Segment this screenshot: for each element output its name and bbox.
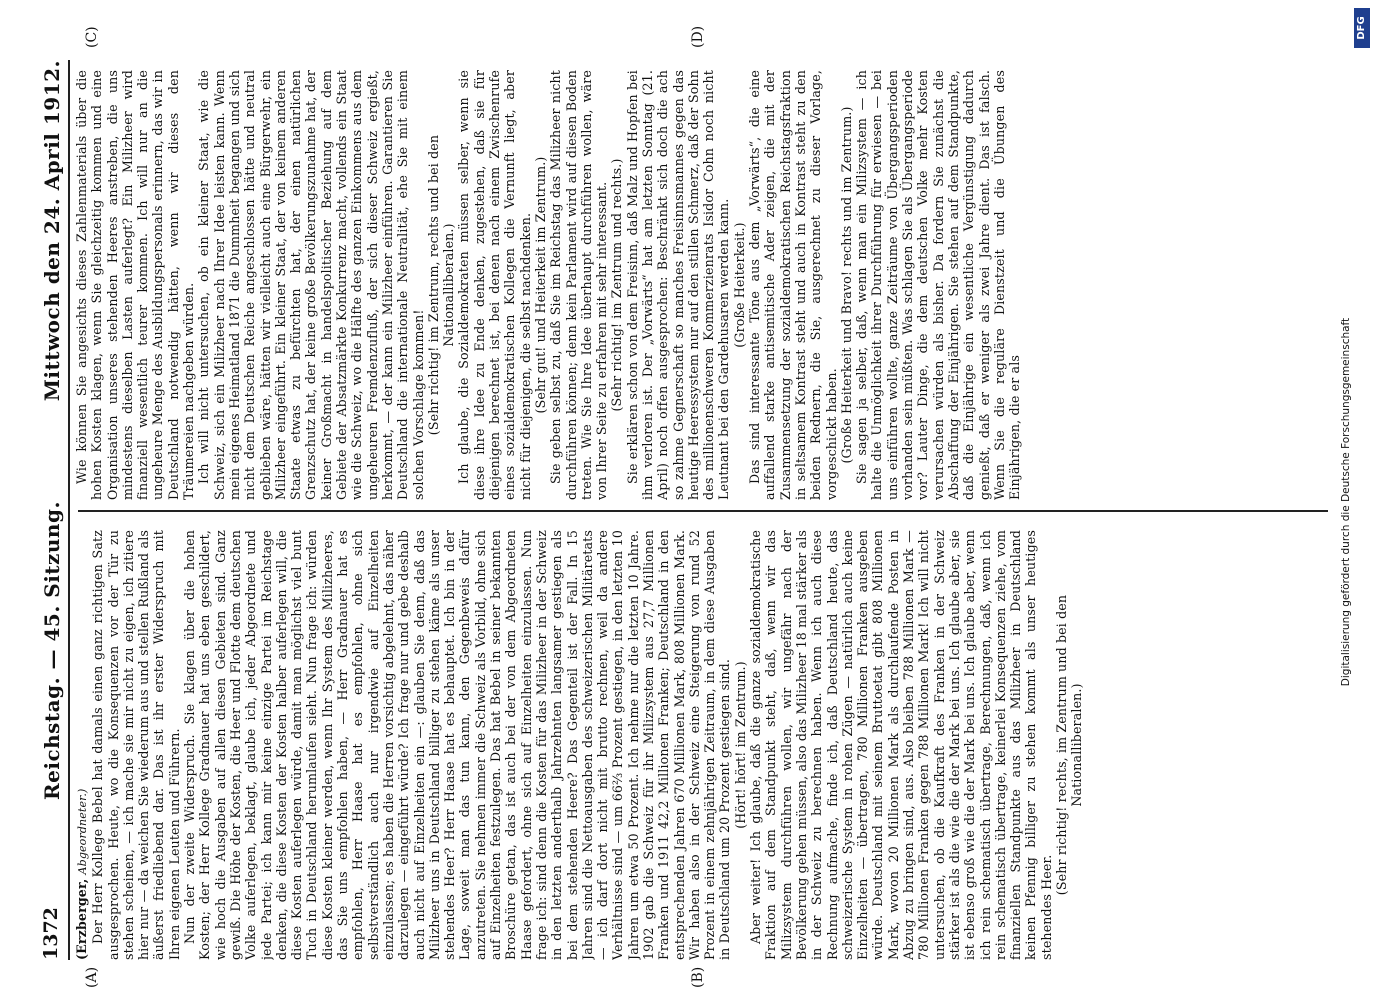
session-date: Mittwoch den 24. April 1912. [40,60,64,402]
dfg-logo: DFG [1354,8,1370,48]
paragraph: Sie geben selbst zu, daß Sie im Reichstag das Milizheer nicht durchführen können; denn kein Parlament wird auf diesen Boden treten. Wie Sie Ihre Idee überhaupt durchführen wollen, wäre von Ihrer Seite zu erfahren mit sehr interessant. [548,70,610,500]
speaker-line [74,530,90,960]
paragraph: Ich glaube, die Sozialdemokraten müssen selber, wenn sie diese ihre Idee zu Ende denken, zugestehen, daß sie für diejenigen berechnet ist, bei denen nach einem Zwischenrufe eines sozialdemokratischen Kollegen die Vernunft liegt, aber nicht für diejenigen, die selbst nachdenken. [456,70,533,500]
paragraph: Wie können Sie angesichts dieses Zahlenmaterials über die hohen Kosten klagen, wenn Sie gleichzeitig kommen und eine Organisation unseres stehenden Heeres anstreben, die uns mindestens dieselben Lasten auferlegt? Ein Milizheer wird finanziell wesentlich teurer kommen. Ich will nur an die ungeheure Menge des Ausbildungspersonals erinnern, das wir in Deutschland notwendig hätten, wenn wir dieses den Träumereien nachgeben würden. [74,70,197,500]
page-header [34,60,70,960]
column-divider [78,511,1328,513]
margin-mark-c: (C) [84,26,100,48]
paragraph: Nun der zweite Widerspruch. Sie klagen über die hohen Kosten; der Herr Kollege Gradnauer hat uns eben geschildert, wie hoch die Ausgaben auf allen diesen Gebieten sind. Ganz gewiß. Die Höhe der Kosten, die Heer und Flotte dem deutschen Volke auferlegen, beklagt, glaube ich, jeder Abgeordnete und jede Partei; ich kann mir keine einzige Partei im Reichstage denken, die diese Kosten der Kosten halber auferlegen will, die diese Kosten auferlegen würde, damit man möglichst viel bunt Tuch in Deutschland herumlaufen sieht. Nun frage ich: würden diese Kosten kleiner werden, wenn Ihr System des Milizheeres, das Sie uns empfohlen haben, — Herr Gradnauer hat es empfohlen, Herr Haase hat es empfohlen, ohne sich selbstverständlich auch nur irgendwie auf Einzelheiten einzulassen; es haben die Herren vorsichtig abgelehnt, das näher darzulegen — eingeführt würde? Ich frage nur und gebe deshalb auch nicht auf Einzelheiten ein —: glauben Sie denn, daß das Milizheer uns in Deutschland billiger zu stehen käme als unser stehendes Heer? Herr Haase hat es behauptet. Ich bin in der Lage, soweit man das tun kann, den Gegenbeweis dafür anzutreten. Sie nehmen immer die Schweiz als Vorbild, ohne sich auf Einzelheiten festzulegen. Das hat Bebel in seiner bekannten Broschüre getan, das ist auch bei der von dem Abgeordneten Haase gefordert, ohne sich auf Einzelheiten einzulassen. Nun frage ich: sind denn die Kosten für das Milizheer in der Schweiz in den letzten anderthalb Jahrzehnten langsamer gestiegen als bei dem stehenden Heere? Das Gegenteil ist der Fall. In 15 Jahren sind die Nettoausgaben des schweizerischen Militäretats — ich darf dort nicht mit brutto rechnen, weil da andere Verhältnisse sind — um 66⅔ Prozent gestiegen, in den letzten 10 Jahren um etwa 50 Prozent. Ich nehme nur die letzten 10 Jahre. 1902 gab die Schweiz für ihr Milizsystem aus 27,7 Millionen Franken und 1911 42,2 Millionen Franken; Deutschland in den entsprechenden Jahren 670 Millionen Mark, 808 Millionen Mark. Wir haben also in der Schweiz eine Steigerung von rund 52 Prozent in einem zehnjährigen Zeitraum, in dem diese Ausgaben in Deutschland um 20 Prozent gestiegen sind. [182,530,733,960]
interjection: (Sehr richtig! im Zentrum, rechts und bei den Nationalliberalen.) [425,134,457,436]
speaker-name: (Erzberger, [74,878,89,960]
interjection: (Hört! hört! im Zentrum.) [732,661,748,829]
interjection: (Große Heiterkeit.) [731,222,747,348]
interjection: (Sehr richtig! im Zentrum und rechts.) [609,158,625,412]
left-column [74,530,1324,960]
margin-mark-b: (B) [690,966,706,988]
paragraph: Sie erklären schon von dem Freisinn, daß Malz und Hopfen bei ihm verloren ist. Der „Vorwärts“ hat am letzten Sonntag (21. April) noch offen ausgesprochen: Beschränkt sich doch die ach so zahme Gegnerschaft so manches Freisinnsmannes gegen das heutige Heeressystem nur auf den stillen Schmerz, daß der Sohn des millionenschweren Kommerzienrats Isidor Cohn noch nicht Leutnant bei den Gardehusaren werden kann. [624,70,732,500]
right-column [74,70,1324,500]
speaker-role: Abgeordneter.) [76,788,89,875]
interjection: (Sehr gut! und Heiterkeit im Zentrum.) [532,156,548,414]
interjection: (Sehr richtig! rechts, im Zentrum und bei den Nationalliberalen.) [1054,594,1085,896]
paragraph: Sie sagen ja selber, daß, wenn man ein Milizsystem — ich halte die Unmöglichkeit ihrer Durchführung für erwiesen — bei uns einführen wollte, ganze Zeiträume von Übergangsperioden vorhanden sein müßten. Was schlagen Sie als Übergangsperiode vor? Lauter Dinge, die dem deutschen Volke mehr Kosten verursachen würden als bisher. Da fordern Sie zunächst die Abschaffung der Einjährigen. Sie stehen auf dem Standpunkte, daß die Einjährige ein wesentliche Vergünstigung dadurch genießt, daß er weniger als zwei Jahre dient. Das ist falsch. Wenn Sie die reguläre Dienstzeit und die Übungen des Einjährigen, die er als [854,70,1023,500]
paragraph: Ich will nicht untersuchen, ob ein kleiner Staat, wie die Schweiz, sich ein Milizheer nach Ihrer Idee leisten kann. Wenn mein eigenes Heimatland 1871 die Dummheit begangen und sich nicht dem Deutschen Reiche angeschlossen hätte und neutral geblieben wäre, hätten wir vielleicht auch eine Bürgerwehr, ein Milizheer eingeführt. Ein kleiner Staat, der von keinem anderen Staate etwas zu befürchten hat, der einen natürlichen Grenzschutz hat, der keine große Bevölkerungszunahme hat, der keiner Großmacht in handelspolitischer Beziehung auf dem Gebiete der Absatzmärkte Konkurrenz macht, vollends ein Staat wie die Schweiz, wo die Hälfte des ganzen Einkommens aus dem ungeheuren Fremdenzufluß, der sich dieser Schweiz ergießt, herkommt, — der kann ein Milizheer einführen. Garantieren Sie Deutschland die internationale Neutralität, ehe Sie mit einem solchen Vorschlage kommen! [196,70,426,500]
page-number: 1372 [40,907,62,960]
margin-mark-d: (D) [690,25,706,48]
paragraph: Aber weiter! Ich glaube, daß die ganze sozialdemokratische Fraktion auf dem Standpunkt steht, daß, wenn wir das Milizsystem durchführen wollen, wir ungefähr nach der Bevölkerung gehen müssen, also das Milizheer 18 mal stärker als in der Schweiz zu berechnen haben. Wenn ich auch diese Rechnung aufmache, finde ich, daß Deutschland heute, das schweizerische System in rohen Zügen — natürlich auch keine Einzelheiten — übertragen, 780 Millionen Franken ausgeben würde. Deutschland mit seinem Bruttoetat gibt 808 Millionen Mark, wovon 20 Millionen Mark als durchlaufende Posten in Abzug zu bringen sind, aus. Also bleiben 788 Millionen Mark — 780 Millionen Franken gegen 788 Millionen Mark! Ich will nicht untersuchen, ob die Kaufkraft des Franken in der Schweiz stärker ist als die wie die der Mark bei uns. Ich glaube aber, sie ist ebenso groß wie die der Mark bei uns. Ich glaube aber, wenn ich rein schematisch übertrage, Berechnungen, daß, wenn ich rein schematisch übertrage, keinerlei Konsequenzen ziehe, vom finanziellen Standpunkte aus das Milizheer in Deutschland keinen Pfennig billiger zu stehen kommt als unser heutiges stehendes Heer. [748,530,1054,960]
interjection: (Große Heiterkeit und Bravo! rechts und im Zentrum.) [838,106,854,464]
paragraph: Der Herr Kollege Bebel hat damals einen ganz richtigen Satz ausgesprochen. Heute, wo die Konsequenzen vor der Tür zu stehen scheinen, — ich mache sie mir nicht zu eigen, ich zitiere hier nur — da weichen Sie wiederum aus und stellen Rußland als äußerst friedliebend dar. Das ist ihr erster Widerspruch mit Ihren eigenen Leuten und Führern. [90,530,182,960]
page-title: Reichstag. — 45. Sitzung. [40,501,64,800]
margin-mark-a: (A) [84,966,100,988]
digitization-note: Digitalisierung gefördert durch die Deutsche Forschungsgemeinschaft [1340,317,1352,687]
paragraph: Das sind interessante Töne aus dem „Vorwärts“, die eine auffallend starke antisemitische Ader zeigen, die mit der Zusammensetzung der sozialdemokratischen Reichstagsfraktion in seltsamem Kontrast steht und auch in Kontrast steht zu den beiden Rednern, die Sie, ausgerechnet zu dieser Vorlage, vorgeschickt haben. [747,70,839,500]
